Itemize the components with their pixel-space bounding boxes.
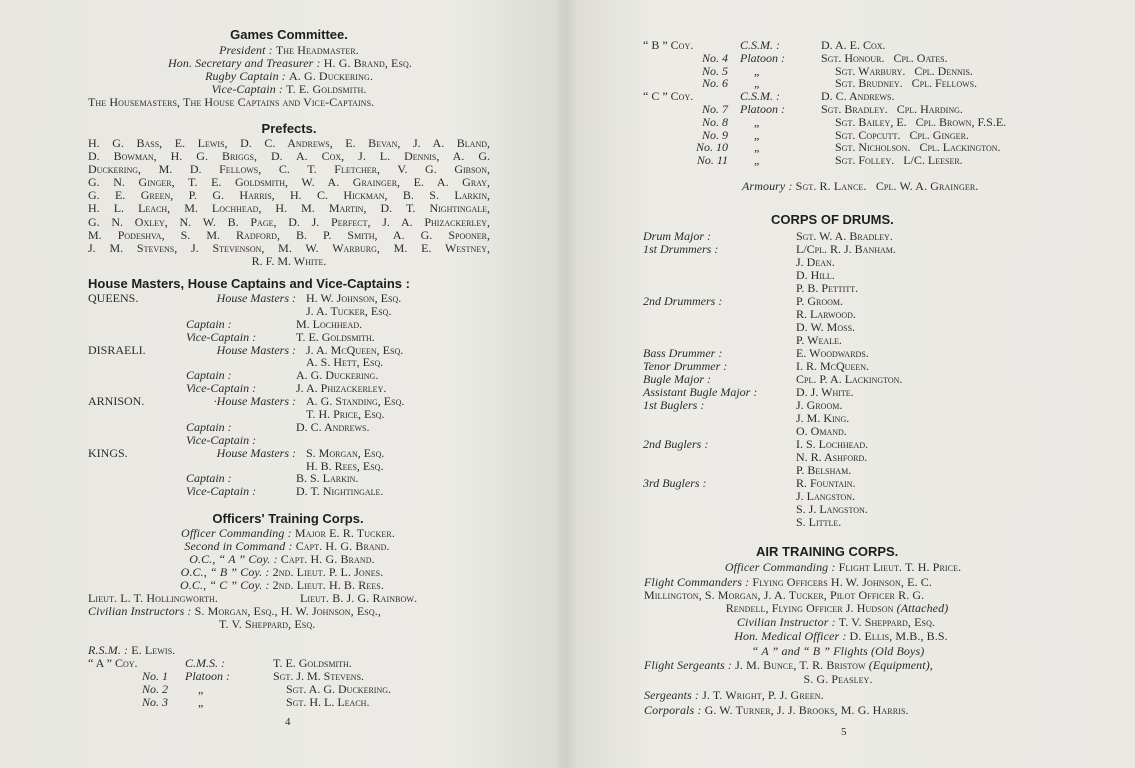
coy-row	[643, 52, 1006, 65]
coy-role: „	[754, 76, 760, 91]
drums-role: Bass Drummer :	[643, 346, 723, 360]
drums-role: Tenor Drummer :	[643, 359, 728, 373]
otc-c-coy: O.C., “ C ” Coy. : 2nd. Lieut. H. B. Rees.	[180, 578, 384, 592]
house-row	[88, 305, 404, 318]
drums-person: J. M. King.	[796, 411, 850, 425]
house-name	[88, 421, 184, 434]
drums-role: 2nd Drummers :	[643, 294, 723, 308]
house-person: D. C. Andrews.	[296, 419, 370, 434]
coy-role: „	[754, 153, 760, 168]
coy-label: No. 1	[141, 669, 168, 683]
drums-row	[643, 451, 902, 464]
house-name	[88, 305, 184, 318]
coy-row	[88, 696, 391, 709]
house-role: House Masters :	[216, 342, 296, 357]
coy-label: “ A ” Coy.	[88, 656, 138, 670]
drums-role	[643, 412, 796, 425]
house-row	[88, 434, 404, 447]
coy-role: „	[198, 695, 204, 709]
coy-row	[643, 154, 1006, 167]
drums-role: Assistant Bugle Major :	[643, 385, 758, 399]
house-name: ARNISON.	[88, 394, 145, 409]
coy-role: Platoon :	[185, 669, 230, 683]
drums-person: J. Langston.	[796, 489, 856, 503]
drums-role	[643, 269, 796, 282]
prefects-line: G. N. Ginger, T. E. Goldsmith, W. A. Grainger, E. A. Gray,	[88, 175, 490, 190]
coy-role: Platoon :	[740, 101, 785, 116]
drums-person: P. Weale.	[796, 333, 842, 347]
coy-role: „	[198, 682, 204, 696]
drums-role: 1st Buglers :	[643, 398, 705, 412]
drums-row	[643, 243, 902, 256]
coy-label: No. 11	[696, 153, 728, 168]
atc-flight-commanders-cont: Millington, S. Morgan, J. A. Tucker, Pilot Officer R. G.	[644, 588, 925, 602]
house-person: J. A. Tucker, Esq.	[306, 303, 392, 318]
coy-label: No. 7	[701, 101, 728, 116]
house-name: KINGS.	[88, 445, 128, 460]
drums-person: I. R. McQueen.	[796, 359, 869, 373]
otc-a-coy: O.C., “ A ” Coy. : Capt. H. G. Brand.	[189, 552, 375, 566]
drums-person: S. Little.	[796, 515, 842, 529]
coy-label: No. 8	[701, 114, 728, 129]
drums-person: L/Cpl. R. J. Banham.	[796, 242, 896, 256]
coy-label: No. 2	[141, 682, 168, 696]
coy-row	[643, 39, 1006, 52]
drums-person: N. R. Ashford.	[796, 450, 868, 464]
house-person: A. S. Hett, Esq.	[306, 355, 384, 370]
coy-role: C.M.S. :	[185, 656, 225, 670]
house-role	[184, 305, 306, 318]
coy-person: Sgt. Nicholson. Cpl. Lackington.	[835, 140, 1001, 155]
drums-row	[643, 477, 902, 490]
coy-role: „	[754, 127, 760, 142]
left-page	[0, 0, 566, 768]
drums-row	[643, 516, 902, 529]
coy-row	[643, 103, 1006, 116]
drums-row	[643, 503, 902, 516]
house-role: Captain :	[186, 419, 232, 434]
atc-flights-old-boys: “ A ” and “ B ” Flights (Old Boys)	[751, 644, 925, 658]
coy-label: No. 6	[701, 76, 728, 91]
drums-person: R. Larwood.	[796, 307, 856, 321]
coy-person: Sgt. Bradley. Cpl. Harding.	[821, 101, 963, 116]
house-row	[88, 421, 404, 434]
drums-person: J. Dean.	[796, 255, 835, 269]
house-role: Captain :	[186, 368, 232, 383]
atc-heading: AIR TRAINING CORPS.	[756, 544, 899, 559]
drums-row	[643, 308, 902, 321]
drums-role: 3rd Buglers :	[643, 476, 707, 490]
house-person: M. Lochhead.	[296, 316, 363, 331]
drums-person: R. Fountain.	[796, 476, 856, 490]
games-secretary: Hon. Secretary and Treasurer : H. G. Brand, Esq.	[167, 56, 413, 70]
right-page	[566, 0, 1135, 768]
house-person: A. G. Standing, Esq.	[306, 394, 405, 409]
drums-person: P. Belsham.	[796, 463, 852, 477]
coy-label: “ C ” Coy.	[643, 89, 694, 104]
coy-row	[643, 116, 1006, 129]
house-name	[88, 331, 184, 344]
page-number-right: 5	[841, 726, 847, 738]
drums-person: D. Hill.	[796, 268, 835, 282]
drums-role	[643, 503, 796, 516]
atc-corporals: Corporals : G. W. Turner, J. J. Brooks, M. G. Harris.	[644, 703, 909, 717]
house-name	[88, 356, 184, 369]
page-number-left: 4	[285, 716, 291, 728]
games-vice-captain: Vice-Captain : T. E. Goldsmith.	[211, 82, 367, 96]
coy-person: D. A. E. Cox.	[821, 38, 886, 52]
prefects-line: G. E. Green, P. G. Harris, H. C. Hickman, B. S. Larkin,	[88, 188, 490, 203]
house-name	[88, 434, 184, 447]
coy-person: Sgt. H. L. Leach.	[286, 695, 370, 709]
otc-second-in-command: Second in Command : Capt. H. G. Brand.	[184, 539, 390, 553]
drums-row	[643, 295, 902, 308]
house-row	[88, 485, 404, 498]
house-name: DISRAELI.	[88, 342, 146, 357]
drums-role	[643, 308, 796, 321]
house-person: T. H. Price, Esq.	[306, 407, 385, 422]
house-role: Vice-Captain :	[186, 329, 257, 344]
house-role: ·House Masters :	[213, 394, 296, 409]
games-president: President : The Headmaster.	[219, 43, 359, 57]
drums-person: S. J. Langston.	[796, 502, 868, 516]
prefects-line: H. L. Leach, M. Lochhead, H. M. Martin, D. T. Nightingale,	[88, 201, 490, 216]
otc-civilian-instructors: Civilian Instructors : S. Morgan, Esq., H. W. Johnson, Esq.,	[88, 604, 381, 618]
otc-lieut-right: Lieut. B. J. G. Rainbow.	[300, 591, 418, 605]
coy-role: C.S.M. :	[740, 38, 780, 52]
drums-person: D. W. Moss.	[796, 320, 856, 334]
games-housemasters-line: The Housemasters, The House Captains and Vice-Captains.	[88, 95, 375, 109]
prefects-line: G. N. Oxley, N. W. B. Page, D. J. Perfect, J. A. Phizackerley,	[88, 214, 490, 229]
drums-row	[643, 269, 902, 282]
drums-person: P. Groom.	[796, 294, 844, 308]
drums-person: Sgt. W. A. Bradley.	[796, 229, 893, 243]
house-role: Vice-Captain :	[186, 484, 257, 499]
coy-label: No. 5	[701, 63, 728, 78]
house-row	[88, 408, 404, 421]
corps-of-drums-heading: CORPS OF DRUMS.	[771, 212, 894, 227]
coy-person: Sgt. Folley. L/C. Leeser.	[835, 153, 963, 168]
drums-person: J. Groom.	[796, 398, 843, 412]
drums-row	[643, 321, 902, 334]
house-person: D. T. Nightingale.	[296, 484, 384, 499]
house-person: H. W. Johnson, Esq.	[306, 291, 402, 305]
house-name	[88, 460, 184, 473]
prefects-line: M. Podeshva, S. M. Radford, B. P. Smith, A. G. Spooner,	[88, 227, 490, 242]
coy-role: „	[754, 114, 760, 129]
atc-flight-commanders-cont2: Rendell, Flying Officer J. Hudson (Attached)	[725, 601, 949, 615]
drums-role: Drum Major :	[643, 229, 711, 243]
drums-person: E. Woodwards.	[796, 346, 869, 360]
games-committee-heading: Games Committee.	[230, 27, 348, 42]
house-row	[88, 447, 404, 460]
house-person: A. G. Duckering.	[296, 368, 379, 383]
prefects-list	[88, 137, 490, 268]
drums-role: 1st Drummers :	[643, 242, 719, 256]
coy-role: „	[754, 140, 760, 155]
drums-role: Bugle Major :	[643, 372, 711, 386]
house-row	[88, 292, 404, 305]
house-person: J. A. McQueen, Esq.	[306, 342, 404, 357]
drums-role	[643, 516, 796, 529]
house-name	[88, 369, 184, 382]
house-name	[88, 318, 184, 331]
drums-person: I. S. Lochhead.	[796, 437, 869, 451]
drums-person: D. J. White.	[796, 385, 854, 399]
houses-table	[88, 292, 404, 498]
drums-role	[643, 451, 796, 464]
drums-role	[643, 490, 796, 503]
house-role: Vice-Captain :	[186, 432, 257, 447]
rsm-line: R.S.M. : E. Lewis.	[88, 643, 176, 657]
coy-person: Sgt. Brudney. Cpl. Fellows.	[835, 76, 978, 91]
otc-lieut-left: Lieut. L. T. Hollingworth.	[88, 591, 218, 605]
house-person: J. A. Phizackerley.	[296, 381, 387, 396]
coy-role: C.S.M. :	[740, 89, 780, 104]
games-rugby-captain: Rugby Captain : A. G. Duckering.	[205, 69, 373, 83]
atc-flight-sergeants-cont: S. G. Peasley.	[803, 672, 873, 686]
coy-label: No. 10	[695, 140, 728, 155]
drums-row	[643, 412, 902, 425]
drums-role	[643, 321, 796, 334]
house-role: Vice-Captain :	[186, 381, 257, 396]
house-name: QUEENS.	[88, 291, 139, 305]
house-name	[88, 485, 184, 498]
a-coy-table	[88, 657, 391, 709]
coy-role: Platoon :	[740, 50, 785, 65]
otc-b-coy: O.C., “ B ” Coy. : 2nd. Lieut. P. L. Jones.	[180, 565, 384, 579]
coy-label: No. 9	[701, 127, 728, 142]
prefects-line: H. G. Bass, E. Lewis, D. C. Andrews, E. Bevan, J. A. Bland,	[88, 136, 490, 150]
house-name	[88, 472, 184, 485]
coy-person: Sgt. Honour. Cpl. Oates.	[821, 50, 948, 65]
house-person: B. S. Larkin.	[296, 471, 359, 486]
house-person: H. B. Rees, Esq.	[306, 458, 384, 473]
coy-person: T. E. Goldsmith.	[273, 656, 352, 670]
atc-sergeants: Sergeants : J. T. Wright, P. J. Green.	[644, 688, 824, 702]
otc-officer-commanding: Officer Commanding : Major E. R. Tucker.	[181, 526, 395, 540]
drums-person: O. Omand.	[796, 424, 847, 438]
atc-civilian-instructor: Civilian Instructor : T. V. Sheppard, Esq.	[736, 615, 936, 629]
prefects-line: J. M. Stevens, J. Stevenson, M. W. Warburg, M. E. Westney,	[88, 240, 490, 255]
drums-row	[643, 256, 902, 269]
drums-table	[643, 230, 902, 529]
otc-heading: Officers' Training Corps.	[212, 511, 364, 526]
drums-role	[643, 256, 796, 269]
atc-flight-sergeants: Flight Sergeants : J. M. Bunce, T. R. Bristow (Equipment),	[644, 658, 933, 672]
coy-person: Sgt. Copcutt. Cpl. Ginger.	[835, 127, 969, 142]
coy-role: „	[754, 63, 760, 78]
coy-person: Sgt. A. G. Duckering.	[286, 682, 392, 696]
coy-person: Sgt. Bailey, E. Cpl. Brown, F.S.E.	[835, 114, 1007, 129]
house-role: House Masters :	[216, 291, 296, 305]
house-person: S. Morgan, Esq.	[306, 445, 385, 460]
coy-label: No. 4	[701, 50, 728, 65]
prefects-line: R. F. M. White.	[251, 253, 327, 268]
drums-person: P. B. Pettitt.	[796, 281, 859, 295]
coy-label: No. 3	[141, 695, 168, 709]
coy-label: “ B ” Coy.	[643, 38, 694, 52]
coy-person: Sgt. J. M. Stevens.	[273, 669, 365, 683]
atc-medical-officer: Hon. Medical Officer : D. Ellis, M.B., B.S.	[734, 629, 948, 643]
house-row	[88, 331, 404, 344]
house-role: Captain :	[186, 471, 232, 486]
house-person: T. E. Goldsmith.	[296, 329, 375, 344]
house-name	[88, 408, 184, 421]
atc-flight-commanders: Flight Commanders : Flying Officers H. W. Johnson, E. C.	[644, 575, 932, 589]
prefects-heading: Prefects.	[261, 121, 317, 136]
prefects-line: Duckering, M. D. Fellows, C. T. Fletcher, V. G. Gibson,	[88, 162, 490, 177]
bc-coy-table	[643, 39, 1006, 167]
armoury-line: Armoury : Sgt. R. Lance. Cpl. W. A. Grainger.	[742, 179, 979, 193]
prefects-line: D. Bowman, H. G. Briggs, D. A. Cox, J. L. Dennis, A. G.	[88, 149, 490, 164]
house-role: Captain :	[186, 316, 232, 331]
drums-row	[643, 399, 902, 412]
house-row	[88, 318, 404, 331]
coy-person: D. C. Andrews.	[821, 89, 895, 104]
atc-officer-commanding: Officer Commanding : Flight Lieut. T. H. Price.	[724, 560, 962, 574]
houses-heading: House Masters, House Captains and Vice-Captains :	[88, 276, 410, 291]
house-role	[184, 408, 306, 421]
drums-person: Cpl. P. A. Lackington.	[796, 372, 903, 386]
house-role: House Masters :	[216, 445, 296, 460]
otc-civilian-instructors-cont: T. V. Sheppard, Esq.	[219, 617, 316, 631]
drums-role: 2nd Buglers :	[643, 437, 709, 451]
coy-person: Sgt. Warbury. Cpl. Dennis.	[835, 63, 973, 78]
